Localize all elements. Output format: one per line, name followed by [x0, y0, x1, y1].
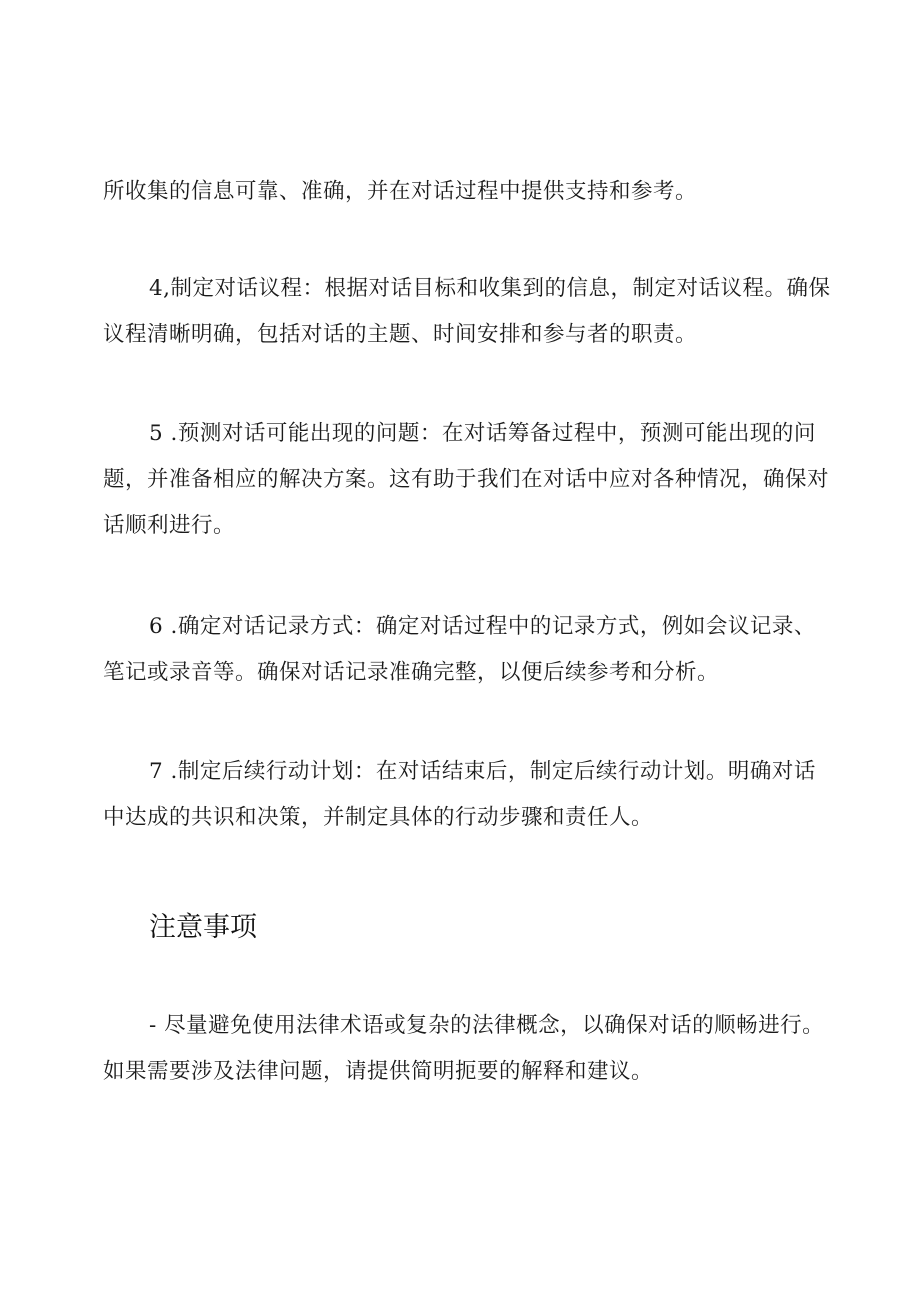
- paragraph-step-7: 7 .制定后续行动计划：在对话结束后，制定后续行动计划。明确对话中达成的共识和决策，并制定具体的行动步骤和责任人。: [103, 759, 816, 830]
- note-item: - 尽量避免使用法律术语或复杂的法律概念，以确保对话的顺畅进行。如果需要涉及法律问题，请提供简明扼要的解释和建议。: [103, 1013, 825, 1084]
- paragraph-step-5: 5 .预测对话可能出现的问题：在对话筹备过程中，预测可能出现的问题，并准备相应的解决方案。这有助于我们在对话中应对各种情况，确保对话顺利进行。: [103, 421, 830, 538]
- paragraph-step-4: 4,制定对话议程：根据对话目标和收集到的信息，制定对话议程。确保议程清晰明确，包括对话的主题、时间安排和参与者的职责。: [103, 276, 831, 347]
- paragraph-continuation: 所收集的信息可靠、准确，并在对话过程中提供支持和参考。: [103, 179, 698, 204]
- paragraph-step-6: 6 .确定对话记录方式：确定对话过程中的记录方式，例如会议记录、笔记或录音等。确保对话记录准确完整，以便后续参考和分析。: [103, 614, 816, 685]
- section-heading-notes: 注意事项: [149, 912, 257, 943]
